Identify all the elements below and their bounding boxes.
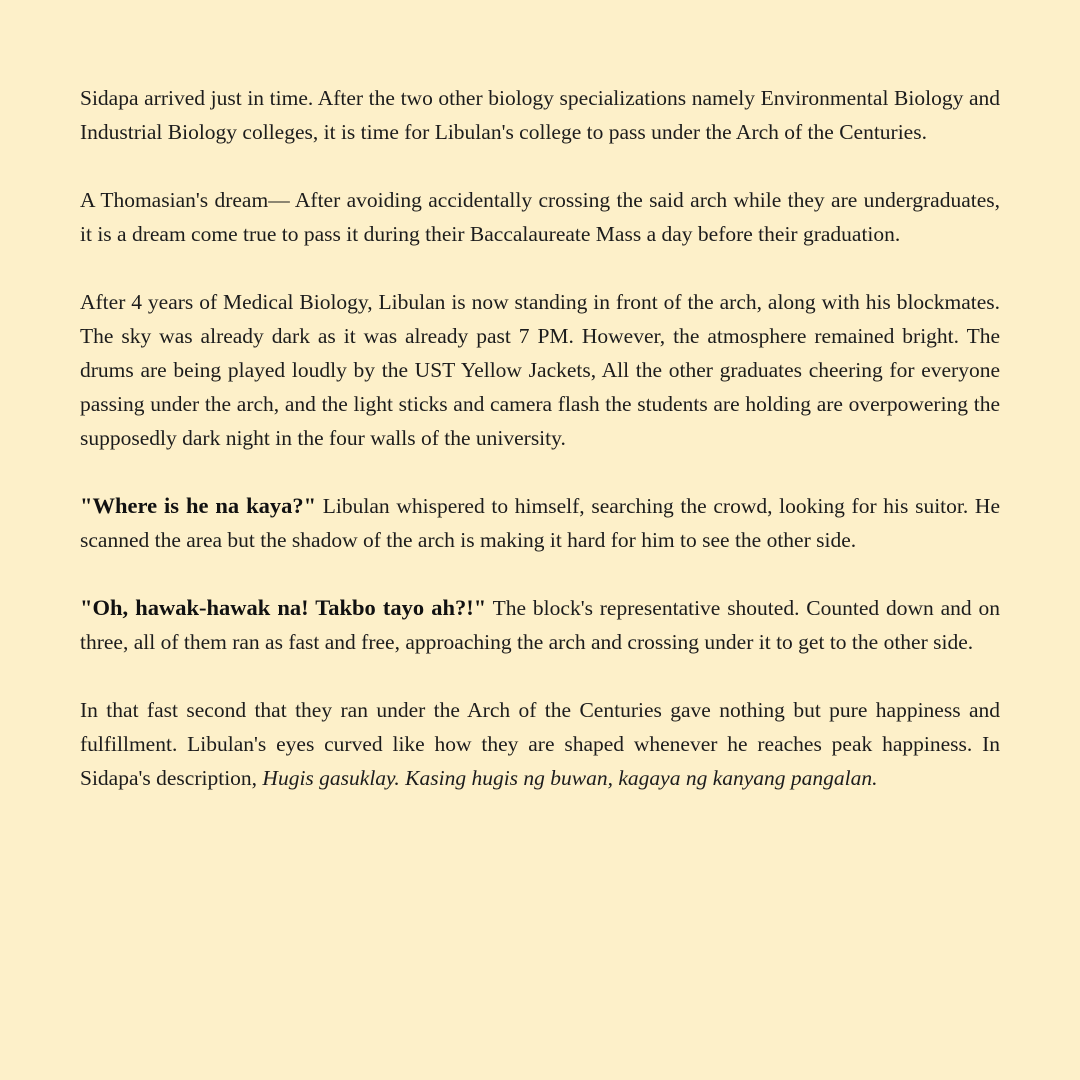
paragraph-4-text: Libulan whispered to himself, searching the crowd, looking for his suitor. He scanned the area but the shadow of the arch is making it hard for him to see the other side. [80, 494, 1000, 552]
paragraph-2-text: A Thomasian's dream— After avoiding accidentally crossing the said arch while they are undergraduates, it is a dream come true to pass it during their Baccalaureate Mass a day before their graduation. [80, 188, 1000, 246]
story-page [80, 81, 1000, 795]
paragraph-3 [80, 285, 1000, 455]
dialogue-line-1: "Where is he na kaya?" [80, 493, 317, 518]
italic-quote: Hugis gasuklay. Kasing hugis ng buwan, kagaya ng kanyang pangalan. [262, 766, 878, 790]
paragraph-1 [80, 81, 1000, 149]
dialogue-line-2: "Oh, hawak-hawak na! Takbo tayo ah?!" [80, 595, 487, 620]
paragraph-6 [80, 693, 1000, 795]
paragraph-5-text: The block's representative shouted. Counted down and on three, all of them ran as fast and free, approaching the arch and crossing under it to get to the other side. [80, 596, 1000, 654]
paragraph-5 [80, 591, 1000, 659]
paragraph-1-text: Sidapa arrived just in time. After the two other biology specializations namely Environmental Biology and Industrial Biology colleges, it is time for Libulan's college to pass under the Arch of the Centuries. [80, 86, 1000, 144]
paragraph-4 [80, 489, 1000, 557]
paragraph-2 [80, 183, 1000, 251]
paragraph-6-text: In that fast second that they ran under the Arch of the Centuries gave nothing but pure happiness and fulfillment. Libulan's eyes curved like how they are shaped whenever he reaches peak happiness. In Sidapa's description, [80, 698, 1000, 790]
paragraph-3-text: After 4 years of Medical Biology, Libulan is now standing in front of the arch, along with his blockmates. The sky was already dark as it was already past 7 PM. However, the atmosphere remained bright. The drums are being played loudly by the UST Yellow Jackets, All the other graduates cheering for everyone passing under the arch, and the light sticks and camera flash the students are holding are overpowering the supposedly dark night in the four walls of the university. [80, 290, 1000, 450]
